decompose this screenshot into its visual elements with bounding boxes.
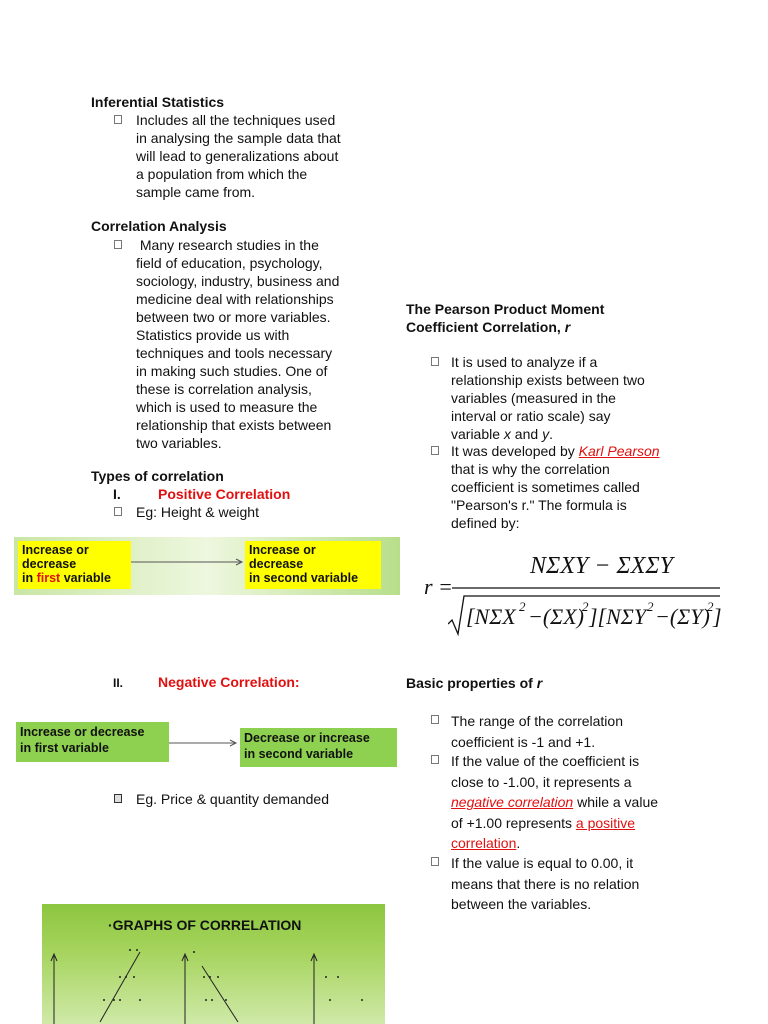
box-line: decrease <box>22 557 77 571</box>
bullet-icon <box>114 240 122 249</box>
var-y: y <box>542 426 550 442</box>
line: coefficient is -1 and +1. <box>451 733 596 750</box>
pearson-bullet-2 <box>451 442 660 532</box>
line: Includes all the techniques used <box>136 112 336 128</box>
pos-left-box <box>18 541 131 589</box>
line: Eg. Price & quantity demanded <box>136 791 330 807</box>
bullet-icon <box>114 507 122 516</box>
line: close to -1.00, it represents a <box>451 773 632 790</box>
bullet-icon <box>114 794 122 803</box>
line: in making such studies. One of <box>136 363 328 379</box>
neg-arrow-icon <box>169 737 241 749</box>
negative-example <box>136 790 329 808</box>
bullet-icon <box>431 446 439 455</box>
line: in analysing the sample data that <box>136 130 341 146</box>
graphs-title: ·GRAPHS OF CORRELATION <box>108 917 302 933</box>
bullet-icon <box>114 115 122 124</box>
box-text: in <box>22 571 37 585</box>
box-line: Decrease or increase <box>244 731 370 745</box>
positive-example <box>136 503 259 521</box>
line: between two or more variables. <box>136 309 331 325</box>
svg-text:−(ΣY): −(ΣY) <box>655 604 710 629</box>
pearson-title-line <box>406 318 604 336</box>
line: that is why the correlation <box>451 461 610 477</box>
svg-text:2: 2 <box>647 599 654 614</box>
line: It is used to analyze if a <box>451 354 598 370</box>
box-line: in first variable <box>20 741 109 755</box>
var-x: x <box>503 426 511 442</box>
line: relationship exists between two <box>451 372 645 388</box>
line: Statistics provide us with <box>136 327 290 343</box>
line: interval or ratio scale) say <box>451 408 611 424</box>
negative-number: II. <box>113 676 124 690</box>
text: while a value <box>573 794 659 810</box>
box-line: in second variable <box>249 571 359 585</box>
box-line: Increase or decrease <box>20 725 145 739</box>
correlation-analysis-bullet <box>136 236 339 452</box>
positive-correlation-link-cont[interactable]: correlation <box>451 835 517 851</box>
property-2 <box>451 751 658 854</box>
bullet-icon <box>431 715 439 724</box>
properties-title-r: r <box>536 675 543 691</box>
line: defined by: <box>451 515 520 531</box>
negative-correlation-label: Negative Correlation: <box>158 674 300 690</box>
line: two variables. <box>136 435 222 451</box>
properties-title <box>406 675 542 691</box>
pearson-title-r: r <box>564 319 571 335</box>
svg-text:2: 2 <box>582 599 589 614</box>
line: The range of the correlation <box>451 713 623 729</box>
line: coefficient is sometimes called <box>451 479 640 495</box>
line: variables (measured in the <box>451 390 616 406</box>
text: and <box>510 426 543 442</box>
positive-number: I. <box>113 486 121 502</box>
scatter-sketches <box>42 904 385 1024</box>
line: Many research studies in the <box>136 237 319 253</box>
box-text: variable <box>60 571 111 585</box>
box-line: in second variable <box>244 747 354 761</box>
line <box>451 425 645 443</box>
line: which is used to measure the <box>136 399 318 415</box>
svg-text:2: 2 <box>519 599 526 614</box>
bullet-icon <box>431 357 439 366</box>
svg-text:][NΣY: ][NΣY <box>589 604 647 629</box>
pearson-title-line: The Pearson Product Moment <box>406 301 605 317</box>
line: techniques and tools necessary <box>136 345 333 361</box>
property-1 <box>451 711 623 752</box>
text: . <box>549 426 553 442</box>
correlation-analysis-title: Correlation Analysis <box>91 218 227 234</box>
negative-correlation-link[interactable]: negative correlation <box>451 794 574 810</box>
bullet-icon <box>431 755 439 764</box>
formula-denominator <box>448 580 724 638</box>
line: these is correlation analysis, <box>136 381 312 397</box>
box-line: decrease <box>249 557 304 571</box>
types-title: Types of correlation <box>91 468 224 484</box>
properties-title-text: Basic properties of <box>406 675 537 691</box>
formula-numerator: NΣXY − ΣXΣY <box>530 553 674 579</box>
text: of +1.00 represents <box>451 814 576 831</box>
inferential-bullet <box>136 111 341 201</box>
pos-arrow-icon <box>131 556 246 568</box>
box-line: Increase or <box>249 543 316 557</box>
line: between the variables. <box>451 896 592 912</box>
formula-lhs: r = <box>424 574 453 599</box>
svg-text:[NΣX: [NΣX <box>466 604 516 629</box>
line: a population from which the <box>136 166 308 182</box>
line <box>451 833 658 854</box>
positive-correlation-link[interactable]: a positive <box>575 814 636 831</box>
box-line: Increase or <box>22 543 89 557</box>
line: means that there is no relation <box>451 875 640 892</box>
neg-right-box <box>240 728 397 767</box>
line <box>451 813 658 834</box>
line: sociology, industry, business and <box>136 273 340 289</box>
pearson-bullet-1 <box>451 353 645 443</box>
svg-text:]: ] <box>713 604 722 629</box>
text: It was developed by <box>451 443 579 459</box>
line: relationship that exists between <box>136 417 332 433</box>
line: If the value is equal to 0.00, it <box>451 855 634 871</box>
bullet-icon <box>431 857 439 866</box>
text: variable <box>451 426 504 442</box>
text: . <box>516 835 521 851</box>
line: If the value of the coefficient is <box>451 753 640 769</box>
property-3 <box>451 853 639 915</box>
pos-right-box <box>245 541 381 589</box>
inferential-title: Inferential Statistics <box>91 94 225 110</box>
line: Eg: Height & weight <box>136 504 259 520</box>
line: "Pearson's r." The formula is <box>451 497 627 513</box>
line <box>451 792 658 813</box>
pearson-title <box>406 300 604 336</box>
line: field of education, psychology, <box>136 255 323 271</box>
line: medicine deal with relationships <box>136 291 334 307</box>
pearson-title-text: Coefficient Correlation, <box>406 319 565 335</box>
neg-left-box <box>16 722 169 762</box>
box-line <box>22 571 127 585</box>
karl-pearson-link[interactable]: Karl Pearson <box>578 443 660 459</box>
line <box>451 442 660 460</box>
svg-text:−(ΣX): −(ΣX) <box>528 604 585 629</box>
line: will lead to generalizations about <box>136 148 339 164</box>
line: sample came from. <box>136 184 256 200</box>
box-highlight: first <box>36 571 61 585</box>
positive-correlation-label: Positive Correlation <box>158 486 291 502</box>
svg-text:2: 2 <box>707 599 714 614</box>
graphs-panel <box>42 904 385 1024</box>
